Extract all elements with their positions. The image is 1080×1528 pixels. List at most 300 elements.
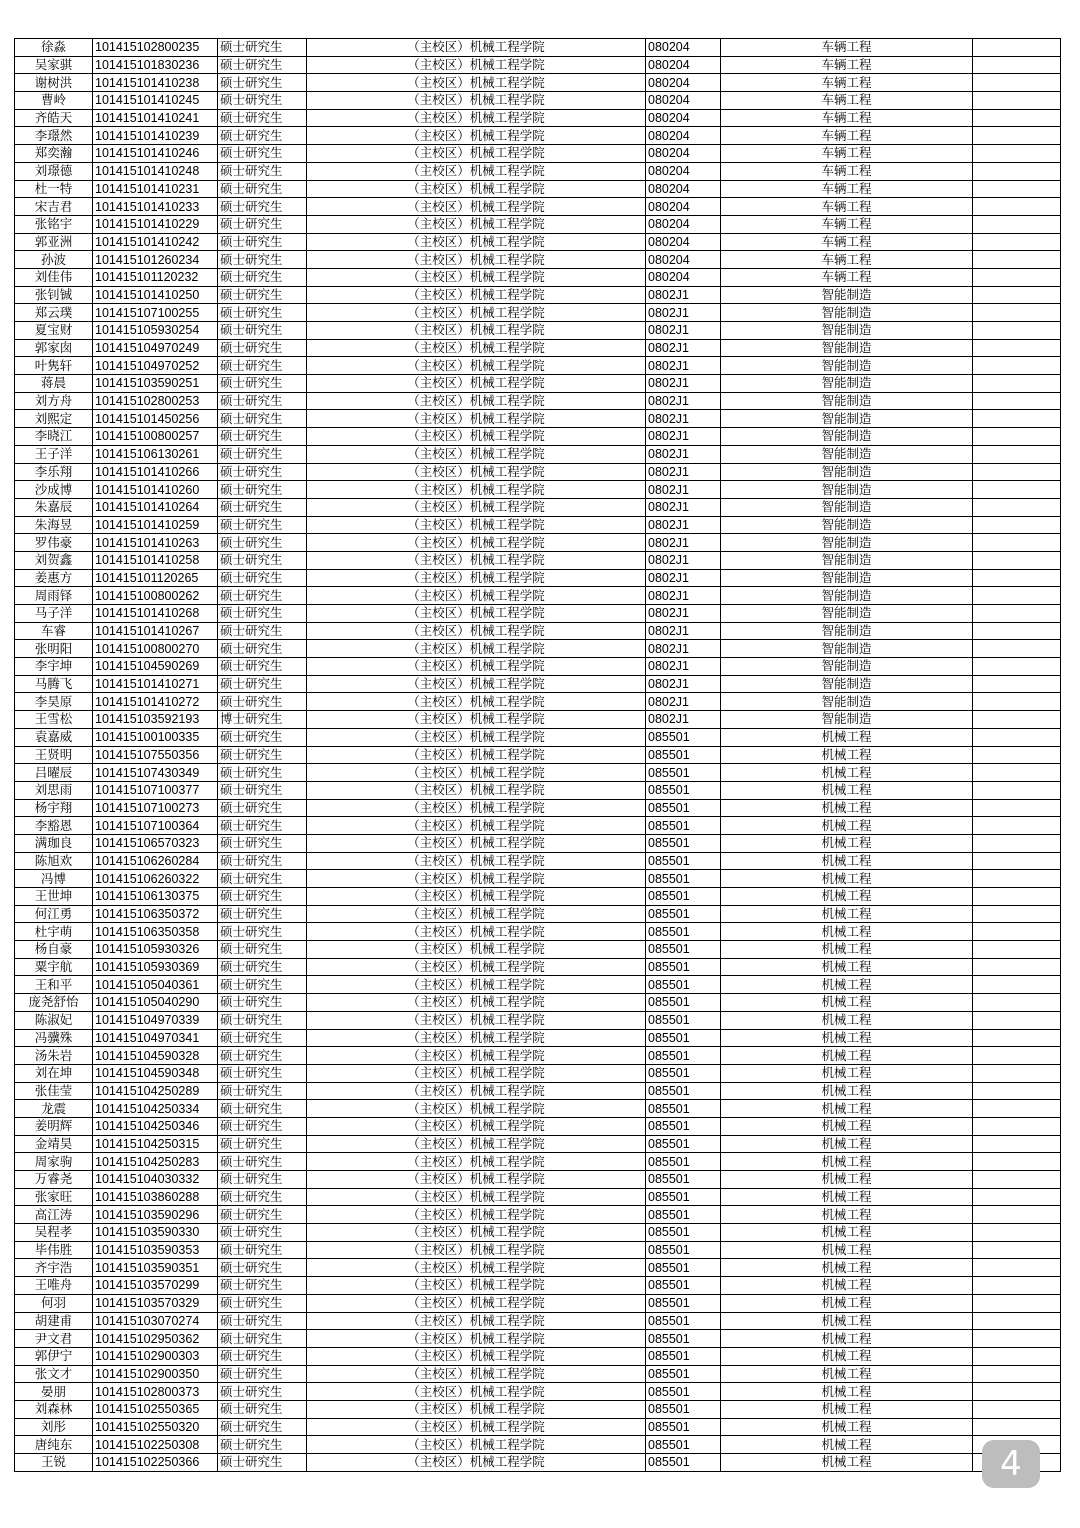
student-type-cell: 硕士研究生 — [218, 1064, 307, 1082]
major-name-cell: 机械工程 — [721, 1188, 973, 1206]
major-name-cell: 智能制造 — [721, 286, 973, 304]
student-name-cell: 刘璟德 — [15, 162, 93, 180]
student-type-cell: 硕士研究生 — [218, 587, 307, 605]
table-row — [15, 658, 1061, 676]
table-row — [15, 445, 1061, 463]
table-row — [15, 1117, 1061, 1135]
student-name-cell: 张钊铖 — [15, 286, 93, 304]
exam-id-cell: 101415107430349 — [93, 764, 218, 782]
student-name-cell: 李晓江 — [15, 428, 93, 446]
college-cell: （主校区）机械工程学院 — [307, 675, 646, 693]
exam-id-cell: 101415106260322 — [93, 870, 218, 888]
student-type-cell: 硕士研究生 — [218, 834, 307, 852]
table-row — [15, 746, 1061, 764]
note-cell — [973, 1171, 1061, 1189]
table-row — [15, 286, 1061, 304]
exam-id-cell: 101415107100364 — [93, 817, 218, 835]
table-row — [15, 693, 1061, 711]
student-type-cell: 硕士研究生 — [218, 410, 307, 428]
major-name-cell: 车辆工程 — [721, 251, 973, 269]
exam-id-cell: 101415105930254 — [93, 322, 218, 340]
college-cell: （主校区）机械工程学院 — [307, 251, 646, 269]
major-code-cell: 085501 — [646, 1153, 721, 1171]
major-name-cell: 机械工程 — [721, 1064, 973, 1082]
student-name-cell: 周家驹 — [15, 1153, 93, 1171]
major-code-cell: 0802J1 — [646, 587, 721, 605]
college-cell: （主校区）机械工程学院 — [307, 1259, 646, 1277]
exam-id-cell: 101415100100335 — [93, 728, 218, 746]
major-name-cell: 机械工程 — [721, 852, 973, 870]
student-name-cell: 胡建甫 — [15, 1312, 93, 1330]
major-code-cell: 0802J1 — [646, 428, 721, 446]
exam-id-cell: 101415101120232 — [93, 268, 218, 286]
major-name-cell: 智能制造 — [721, 711, 973, 729]
college-cell: （主校区）机械工程学院 — [307, 1011, 646, 1029]
college-cell: （主校区）机械工程学院 — [307, 1188, 646, 1206]
college-cell: （主校区）机械工程学院 — [307, 551, 646, 569]
student-type-cell: 硕士研究生 — [218, 445, 307, 463]
student-name-cell: 高江涛 — [15, 1206, 93, 1224]
exam-id-cell: 101415101830236 — [93, 56, 218, 74]
table-row — [15, 215, 1061, 233]
table-row — [15, 994, 1061, 1012]
student-type-cell: 硕士研究生 — [218, 1171, 307, 1189]
student-type-cell: 硕士研究生 — [218, 180, 307, 198]
major-code-cell: 085501 — [646, 888, 721, 906]
note-cell — [973, 728, 1061, 746]
college-cell: （主校区）机械工程学院 — [307, 693, 646, 711]
note-cell — [973, 817, 1061, 835]
college-cell: （主校区）机械工程学院 — [307, 781, 646, 799]
student-name-cell: 车睿 — [15, 622, 93, 640]
student-name-cell: 张家旺 — [15, 1188, 93, 1206]
student-type-cell: 硕士研究生 — [218, 1312, 307, 1330]
exam-id-cell: 101415103590353 — [93, 1241, 218, 1259]
major-code-cell: 085501 — [646, 1330, 721, 1348]
college-cell: （主校区）机械工程学院 — [307, 162, 646, 180]
student-type-cell: 硕士研究生 — [218, 92, 307, 110]
major-code-cell: 085501 — [646, 1277, 721, 1295]
student-name-cell: 马腾飞 — [15, 675, 93, 693]
student-type-cell: 硕士研究生 — [218, 428, 307, 446]
roster-body — [15, 39, 1061, 1472]
major-code-cell: 085501 — [646, 746, 721, 764]
student-name-cell: 吴家骐 — [15, 56, 93, 74]
table-row — [15, 1383, 1061, 1401]
student-type-cell: 硕士研究生 — [218, 569, 307, 587]
student-type-cell: 硕士研究生 — [218, 162, 307, 180]
exam-id-cell: 101415104970339 — [93, 1011, 218, 1029]
major-code-cell: 085501 — [646, 852, 721, 870]
major-name-cell: 智能制造 — [721, 322, 973, 340]
note-cell — [973, 1082, 1061, 1100]
major-name-cell: 智能制造 — [721, 375, 973, 393]
college-cell: （主校区）机械工程学院 — [307, 516, 646, 534]
major-code-cell: 085501 — [646, 1206, 721, 1224]
student-name-cell: 陈旭欢 — [15, 852, 93, 870]
student-type-cell: 硕士研究生 — [218, 746, 307, 764]
table-row — [15, 1347, 1061, 1365]
college-cell: （主校区）机械工程学院 — [307, 834, 646, 852]
college-cell: （主校区）机械工程学院 — [307, 1224, 646, 1242]
note-cell — [973, 711, 1061, 729]
college-cell: （主校区）机械工程学院 — [307, 1135, 646, 1153]
college-cell: （主校区）机械工程学院 — [307, 817, 646, 835]
major-name-cell: 机械工程 — [721, 834, 973, 852]
student-name-cell: 刘贺鑫 — [15, 551, 93, 569]
table-row — [15, 251, 1061, 269]
table-row — [15, 569, 1061, 587]
major-code-cell: 080204 — [646, 268, 721, 286]
table-row — [15, 1206, 1061, 1224]
college-cell: （主校区）机械工程学院 — [307, 92, 646, 110]
student-type-cell: 硕士研究生 — [218, 905, 307, 923]
major-name-cell: 机械工程 — [721, 781, 973, 799]
major-name-cell: 智能制造 — [721, 481, 973, 499]
major-name-cell: 机械工程 — [721, 1029, 973, 1047]
note-cell — [973, 976, 1061, 994]
exam-id-cell: 101415103070274 — [93, 1312, 218, 1330]
college-cell: （主校区）机械工程学院 — [307, 1171, 646, 1189]
major-name-cell: 智能制造 — [721, 410, 973, 428]
note-cell — [973, 180, 1061, 198]
exam-id-cell: 101415105040361 — [93, 976, 218, 994]
major-name-cell: 智能制造 — [721, 516, 973, 534]
college-cell: （主校区）机械工程学院 — [307, 304, 646, 322]
major-name-cell: 机械工程 — [721, 1454, 973, 1472]
student-type-cell: 硕士研究生 — [218, 622, 307, 640]
major-code-cell: 085501 — [646, 958, 721, 976]
college-cell: （主校区）机械工程学院 — [307, 233, 646, 251]
major-name-cell: 机械工程 — [721, 1011, 973, 1029]
student-type-cell: 硕士研究生 — [218, 605, 307, 623]
exam-id-cell: 101415104250283 — [93, 1153, 218, 1171]
student-name-cell: 姜明辉 — [15, 1117, 93, 1135]
college-cell: （主校区）机械工程学院 — [307, 357, 646, 375]
exam-id-cell: 101415104970341 — [93, 1029, 218, 1047]
exam-id-cell: 101415102800253 — [93, 392, 218, 410]
note-cell — [973, 1029, 1061, 1047]
table-row — [15, 56, 1061, 74]
table-row — [15, 941, 1061, 959]
major-name-cell: 机械工程 — [721, 888, 973, 906]
exam-id-cell: 101415101410245 — [93, 92, 218, 110]
student-name-cell: 张文才 — [15, 1365, 93, 1383]
college-cell: （主校区）机械工程学院 — [307, 658, 646, 676]
table-row — [15, 1135, 1061, 1153]
college-cell: （主校区）机械工程学院 — [307, 74, 646, 92]
major-name-cell: 机械工程 — [721, 1117, 973, 1135]
note-cell — [973, 941, 1061, 959]
student-type-cell: 硕士研究生 — [218, 817, 307, 835]
note-cell — [973, 605, 1061, 623]
table-row — [15, 799, 1061, 817]
major-code-cell: 085501 — [646, 1029, 721, 1047]
college-cell: （主校区）机械工程学院 — [307, 1241, 646, 1259]
table-row — [15, 357, 1061, 375]
student-type-cell: 硕士研究生 — [218, 1259, 307, 1277]
college-cell: （主校区）机械工程学院 — [307, 1294, 646, 1312]
major-code-cell: 080204 — [646, 92, 721, 110]
major-name-cell: 机械工程 — [721, 764, 973, 782]
college-cell: （主校区）机械工程学院 — [307, 923, 646, 941]
college-cell: （主校区）机械工程学院 — [307, 56, 646, 74]
table-row — [15, 817, 1061, 835]
exam-id-cell: 101415101410266 — [93, 463, 218, 481]
table-row — [15, 92, 1061, 110]
note-cell — [973, 251, 1061, 269]
college-cell: （主校区）机械工程学院 — [307, 870, 646, 888]
college-cell: （主校区）机械工程学院 — [307, 976, 646, 994]
major-code-cell: 080204 — [646, 74, 721, 92]
note-cell — [973, 74, 1061, 92]
table-row — [15, 587, 1061, 605]
major-code-cell: 085501 — [646, 1171, 721, 1189]
student-name-cell: 郭亚洲 — [15, 233, 93, 251]
table-row — [15, 1064, 1061, 1082]
table-row — [15, 1047, 1061, 1065]
student-name-cell: 万睿尧 — [15, 1171, 93, 1189]
major-name-cell: 机械工程 — [721, 1277, 973, 1295]
exam-id-cell: 101415100800270 — [93, 640, 218, 658]
major-code-cell: 0802J1 — [646, 534, 721, 552]
table-row — [15, 905, 1061, 923]
student-name-cell: 谢树洪 — [15, 74, 93, 92]
student-type-cell: 硕士研究生 — [218, 375, 307, 393]
note-cell — [973, 516, 1061, 534]
table-row — [15, 39, 1061, 57]
major-name-cell: 智能制造 — [721, 658, 973, 676]
exam-id-cell: 101415106130261 — [93, 445, 218, 463]
note-cell — [973, 764, 1061, 782]
note-cell — [973, 1153, 1061, 1171]
student-name-cell: 满珈良 — [15, 834, 93, 852]
college-cell: （主校区）机械工程学院 — [307, 1082, 646, 1100]
major-code-cell: 0802J1 — [646, 375, 721, 393]
major-name-cell: 智能制造 — [721, 587, 973, 605]
student-name-cell: 王贤明 — [15, 746, 93, 764]
student-name-cell: 李宇坤 — [15, 658, 93, 676]
student-type-cell: 硕士研究生 — [218, 1135, 307, 1153]
major-code-cell: 0802J1 — [646, 392, 721, 410]
student-type-cell: 硕士研究生 — [218, 322, 307, 340]
student-name-cell: 王唯舟 — [15, 1277, 93, 1295]
note-cell — [973, 1011, 1061, 1029]
note-cell — [973, 1259, 1061, 1277]
exam-id-cell: 101415105930369 — [93, 958, 218, 976]
student-type-cell: 硕士研究生 — [218, 233, 307, 251]
student-name-cell: 陈淑妃 — [15, 1011, 93, 1029]
note-cell — [973, 658, 1061, 676]
major-name-cell: 智能制造 — [721, 622, 973, 640]
major-name-cell: 机械工程 — [721, 1347, 973, 1365]
exam-id-cell: 101415104590269 — [93, 658, 218, 676]
student-name-cell: 唐纯东 — [15, 1436, 93, 1454]
student-name-cell: 冯博 — [15, 870, 93, 888]
exam-id-cell: 101415104030332 — [93, 1171, 218, 1189]
exam-id-cell: 101415107100273 — [93, 799, 218, 817]
college-cell: （主校区）机械工程学院 — [307, 339, 646, 357]
major-name-cell: 车辆工程 — [721, 56, 973, 74]
college-cell: （主校区）机械工程学院 — [307, 268, 646, 286]
major-name-cell: 智能制造 — [721, 339, 973, 357]
major-name-cell: 智能制造 — [721, 551, 973, 569]
student-type-cell: 硕士研究生 — [218, 498, 307, 516]
table-row — [15, 605, 1061, 623]
student-name-cell: 李昊原 — [15, 693, 93, 711]
student-name-cell: 毕伟胜 — [15, 1241, 93, 1259]
college-cell: （主校区）机械工程学院 — [307, 109, 646, 127]
student-type-cell: 硕士研究生 — [218, 215, 307, 233]
note-cell — [973, 268, 1061, 286]
major-name-cell: 车辆工程 — [721, 127, 973, 145]
note-cell — [973, 923, 1061, 941]
major-code-cell: 080204 — [646, 127, 721, 145]
student-type-cell: 硕士研究生 — [218, 1241, 307, 1259]
major-code-cell: 0802J1 — [646, 516, 721, 534]
note-cell — [973, 888, 1061, 906]
table-row — [15, 1400, 1061, 1418]
major-code-cell: 0802J1 — [646, 445, 721, 463]
major-name-cell: 智能制造 — [721, 392, 973, 410]
major-code-cell: 085501 — [646, 941, 721, 959]
major-code-cell: 085501 — [646, 1100, 721, 1118]
exam-id-cell: 101415102900350 — [93, 1365, 218, 1383]
exam-id-cell: 101415101450256 — [93, 410, 218, 428]
note-cell — [973, 357, 1061, 375]
major-code-cell: 085501 — [646, 870, 721, 888]
student-type-cell: 硕士研究生 — [218, 251, 307, 269]
student-type-cell: 硕士研究生 — [218, 286, 307, 304]
college-cell: （主校区）机械工程学院 — [307, 640, 646, 658]
exam-id-cell: 101415101410242 — [93, 233, 218, 251]
note-cell — [973, 1047, 1061, 1065]
major-code-cell: 085501 — [646, 1188, 721, 1206]
student-name-cell: 刘森林 — [15, 1400, 93, 1418]
note-cell — [973, 481, 1061, 499]
student-type-cell: 硕士研究生 — [218, 1117, 307, 1135]
major-name-cell: 机械工程 — [721, 1383, 973, 1401]
major-code-cell: 085501 — [646, 1383, 721, 1401]
major-code-cell: 085501 — [646, 1418, 721, 1436]
exam-id-cell: 101415102250308 — [93, 1436, 218, 1454]
exam-id-cell: 101415101410271 — [93, 675, 218, 693]
major-name-cell: 车辆工程 — [721, 92, 973, 110]
student-type-cell: 硕士研究生 — [218, 392, 307, 410]
major-name-cell: 机械工程 — [721, 870, 973, 888]
college-cell: （主校区）机械工程学院 — [307, 1029, 646, 1047]
note-cell — [973, 781, 1061, 799]
student-type-cell: 硕士研究生 — [218, 1454, 307, 1472]
student-name-cell: 叶隽轩 — [15, 357, 93, 375]
college-cell: （主校区）机械工程学院 — [307, 410, 646, 428]
exam-id-cell: 101415107100377 — [93, 781, 218, 799]
major-code-cell: 085501 — [646, 1400, 721, 1418]
student-name-cell: 何江勇 — [15, 905, 93, 923]
student-name-cell: 宋吉君 — [15, 198, 93, 216]
exam-id-cell: 101415102950362 — [93, 1330, 218, 1348]
note-cell — [973, 1383, 1061, 1401]
major-name-cell: 智能制造 — [721, 569, 973, 587]
table-row — [15, 498, 1061, 516]
table-row — [15, 622, 1061, 640]
note-cell — [973, 640, 1061, 658]
note-cell — [973, 569, 1061, 587]
college-cell: （主校区）机械工程学院 — [307, 39, 646, 57]
college-cell: （主校区）机械工程学院 — [307, 1312, 646, 1330]
college-cell: （主校区）机械工程学院 — [307, 1347, 646, 1365]
student-type-cell: 硕士研究生 — [218, 268, 307, 286]
note-cell — [973, 1400, 1061, 1418]
table-row — [15, 410, 1061, 428]
college-cell: （主校区）机械工程学院 — [307, 534, 646, 552]
exam-id-cell: 101415102900303 — [93, 1347, 218, 1365]
college-cell: （主校区）机械工程学院 — [307, 463, 646, 481]
major-name-cell: 机械工程 — [721, 1312, 973, 1330]
student-type-cell: 硕士研究生 — [218, 109, 307, 127]
student-type-cell: 硕士研究生 — [218, 304, 307, 322]
page-number-badge[interactable]: 4 — [982, 1440, 1040, 1488]
major-code-cell: 080204 — [646, 56, 721, 74]
note-cell — [973, 428, 1061, 446]
major-name-cell: 机械工程 — [721, 799, 973, 817]
student-type-cell: 硕士研究生 — [218, 1294, 307, 1312]
note-cell — [973, 339, 1061, 357]
major-code-cell: 080204 — [646, 180, 721, 198]
major-code-cell: 0802J1 — [646, 286, 721, 304]
major-name-cell: 机械工程 — [721, 976, 973, 994]
table-row — [15, 162, 1061, 180]
exam-id-cell: 101415106350358 — [93, 923, 218, 941]
exam-id-cell: 101415101410263 — [93, 534, 218, 552]
note-cell — [973, 410, 1061, 428]
student-type-cell: 硕士研究生 — [218, 74, 307, 92]
note-cell — [973, 622, 1061, 640]
major-code-cell: 085501 — [646, 1047, 721, 1065]
student-name-cell: 袁嘉威 — [15, 728, 93, 746]
exam-id-cell: 101415103590251 — [93, 375, 218, 393]
exam-id-cell: 101415101410272 — [93, 693, 218, 711]
student-type-cell: 硕士研究生 — [218, 1365, 307, 1383]
exam-id-cell: 101415101410231 — [93, 180, 218, 198]
major-code-cell: 085501 — [646, 1347, 721, 1365]
major-code-cell: 080204 — [646, 109, 721, 127]
major-name-cell: 机械工程 — [721, 1047, 973, 1065]
student-type-cell: 硕士研究生 — [218, 781, 307, 799]
student-name-cell: 朱嘉辰 — [15, 498, 93, 516]
major-name-cell: 车辆工程 — [721, 233, 973, 251]
college-cell: （主校区）机械工程学院 — [307, 1064, 646, 1082]
exam-id-cell: 101415106570323 — [93, 834, 218, 852]
table-row — [15, 728, 1061, 746]
table-row — [15, 428, 1061, 446]
exam-id-cell: 101415106130375 — [93, 888, 218, 906]
note-cell — [973, 145, 1061, 163]
table-row — [15, 1294, 1061, 1312]
table-row — [15, 180, 1061, 198]
college-cell: （主校区）机械工程学院 — [307, 215, 646, 233]
student-name-cell: 刘思雨 — [15, 781, 93, 799]
table-row — [15, 1100, 1061, 1118]
student-name-cell: 何羽 — [15, 1294, 93, 1312]
table-row — [15, 1277, 1061, 1295]
major-code-cell: 085501 — [646, 976, 721, 994]
college-cell: （主校区）机械工程学院 — [307, 1436, 646, 1454]
major-code-cell: 080204 — [646, 215, 721, 233]
student-name-cell: 汤朱岩 — [15, 1047, 93, 1065]
college-cell: （主校区）机械工程学院 — [307, 764, 646, 782]
note-cell — [973, 852, 1061, 870]
